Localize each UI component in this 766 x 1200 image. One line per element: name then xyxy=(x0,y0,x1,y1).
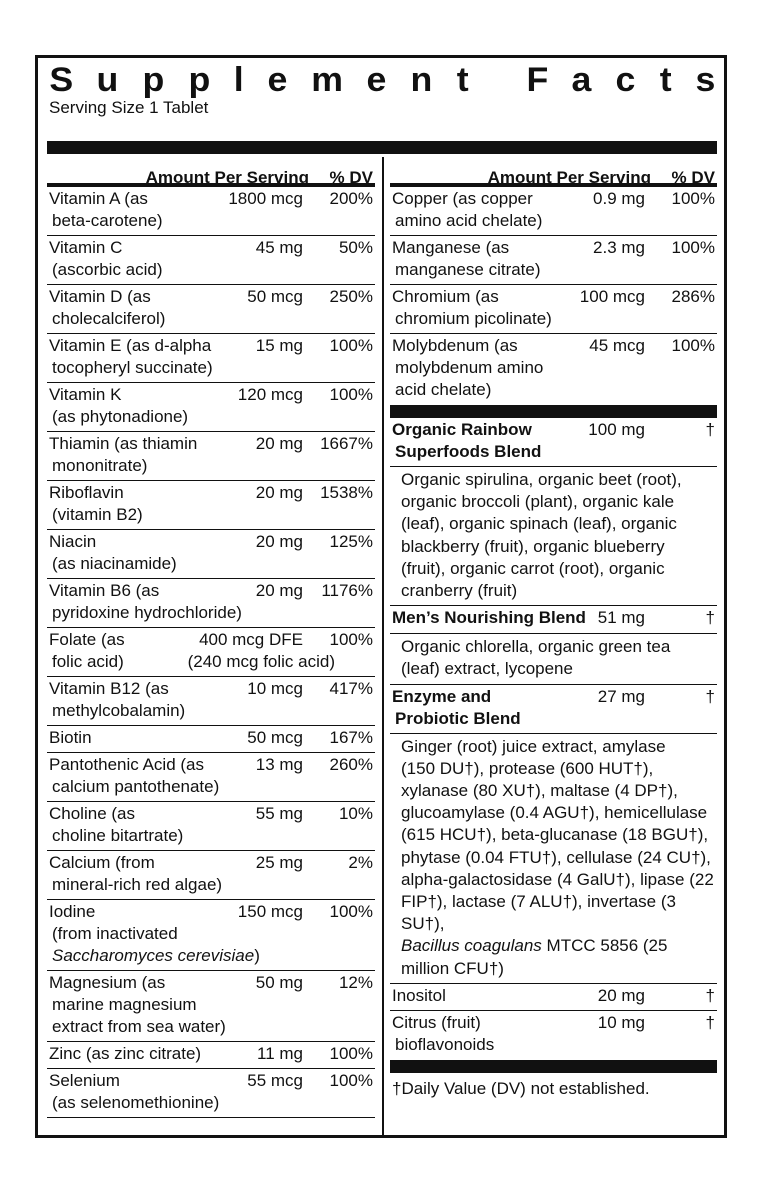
amount-per-serving-header: Amount Per Serving xyxy=(487,168,651,187)
nutrient-name-line: (as phytonadione) xyxy=(52,407,189,426)
nutrient-row xyxy=(47,285,375,334)
nutrient-dv: 10% xyxy=(338,804,373,823)
nutrient-row xyxy=(47,236,375,285)
blend-description xyxy=(390,734,717,984)
nutrient-name xyxy=(49,188,163,232)
nutrient-name-line: Inositol xyxy=(392,985,446,1005)
blend-description-line: FIP†), lactase (7 ALU†), invertase (3 SU†), xyxy=(401,892,676,934)
title-letter: t xyxy=(456,61,469,99)
right-nutrient-list xyxy=(390,187,717,405)
blend-description-line: (615 HCU†), beta-glucanase (18 BGU†), xyxy=(401,825,709,845)
nutrient-name xyxy=(49,433,197,477)
nutrient-dv: 100% xyxy=(329,1071,373,1090)
nutrient-name-line: Zinc (as zinc citrate) xyxy=(49,1044,202,1063)
nutrient-name-line: Choline (as xyxy=(49,804,135,823)
blend-description-line: blackberry (fruit), organic blueberry xyxy=(401,536,665,556)
blend-description xyxy=(390,634,717,684)
nutrient-row xyxy=(47,802,375,851)
nutrient-dv: † xyxy=(705,608,715,628)
dv-header: % DV xyxy=(671,168,715,187)
nutrient-name-line: Niacin xyxy=(49,532,97,551)
title-letter: m xyxy=(311,61,344,99)
nutrient-dv: 417% xyxy=(329,679,373,698)
title-letter: l xyxy=(233,61,244,99)
nutrient-name-line: Vitamin K xyxy=(49,385,122,404)
amount-per-serving-header: Amount Per Serving xyxy=(145,168,309,187)
nutrient-dv: 100% xyxy=(329,902,373,921)
blend-description-line: (150 DU†), protease (600 HUT†), xyxy=(401,758,654,778)
nutrient-row xyxy=(47,900,375,971)
nutrient-dv: 1667% xyxy=(320,434,373,453)
nutrient-dv: 100% xyxy=(671,189,715,208)
nutrient-name-line: acid chelate) xyxy=(395,380,492,399)
nutrient-amount: 0.9 mg xyxy=(593,189,645,208)
blend-description-line: organic broccoli (plant), organic kale xyxy=(401,492,675,512)
blend-description xyxy=(390,467,717,606)
nutrient-row xyxy=(47,579,375,628)
nutrient-name-line: Calcium (from xyxy=(49,853,155,872)
nutrient-name-line: Biotin xyxy=(49,728,92,747)
nutrient-amount: 45 mg xyxy=(255,238,303,257)
blend-description-line: (leaf) extract, lycopene xyxy=(401,659,573,679)
nutrient-name-line: cholecalciferol) xyxy=(52,309,166,328)
nutrient-amount: 10 mg xyxy=(597,1012,645,1032)
nutrient-name-line: tocopheryl succinate) xyxy=(52,358,213,377)
nutrient-name xyxy=(49,531,177,575)
nutrient-row xyxy=(47,481,375,530)
nutrient-name-line: (as niacinamide) xyxy=(52,554,177,573)
nutrient-row xyxy=(47,187,375,236)
nutrient-name-line: Men’s Nourishing Blend xyxy=(392,608,586,628)
nutrient-name-line: molybdenum amino xyxy=(395,358,544,377)
nutrient-amount: 50 mg xyxy=(255,973,303,992)
nutrient-row xyxy=(47,677,375,726)
nutrient-name xyxy=(49,482,143,526)
nutrient-name-line: mononitrate) xyxy=(52,456,148,475)
blend-description-line: Organic spirulina, organic beet (root), xyxy=(401,470,682,489)
nutrient-name xyxy=(392,607,586,629)
nutrient-name xyxy=(49,580,242,624)
nutrient-name-line: Selenium xyxy=(49,1071,120,1090)
nutrient-amount: 55 mg xyxy=(255,804,303,823)
nutrient-name-line: Copper (as copper xyxy=(392,189,533,208)
title-letter: e xyxy=(267,61,288,99)
daily-value-footnote: †Daily Value (DV) not established. xyxy=(392,1078,650,1098)
nutrient-name-line: Pantothenic Acid (as xyxy=(49,755,204,774)
nutrient-row xyxy=(47,851,375,900)
left-column xyxy=(47,157,375,1118)
nutrient-amount: 1800 mcg xyxy=(228,189,303,208)
nutrient-amount: 20 mg xyxy=(255,581,303,600)
panel-title xyxy=(50,62,715,98)
nutrient-row xyxy=(47,628,375,677)
nutrient-row xyxy=(47,726,375,753)
nutrient-dv: 100% xyxy=(329,1044,373,1063)
nutrient-dv: † xyxy=(705,420,715,439)
nutrient-dv: 50% xyxy=(338,238,373,257)
nutrient-name xyxy=(49,754,219,798)
thick-separator-bar xyxy=(390,405,717,418)
nutrient-name-line: chromium picolinate) xyxy=(395,309,552,328)
nutrient-name xyxy=(49,852,222,896)
title-letter: p xyxy=(188,61,210,99)
nutrient-name-line: Enzyme and xyxy=(392,686,492,706)
nutrient-name-line: Probiotic Blend xyxy=(395,708,521,728)
nutrient-name xyxy=(392,686,521,730)
supplement-facts-panel xyxy=(35,55,727,1138)
blend-description-line: xylanase (80 XU†), maltase (4 DP†), xyxy=(401,781,678,801)
nutrient-dv: 200% xyxy=(329,189,373,208)
nutrient-name xyxy=(49,727,92,749)
nutrient-dv: † xyxy=(705,985,715,1005)
nutrient-dv: 100% xyxy=(329,385,373,404)
title-letter: F xyxy=(526,61,549,99)
nutrient-dv: 12% xyxy=(338,973,373,992)
nutrient-dv: 260% xyxy=(329,755,373,774)
nutrient-amount: 50 mcg xyxy=(247,728,303,747)
nutrient-dv: 100% xyxy=(671,238,715,257)
right-column xyxy=(390,157,717,1099)
nutrient-name-line: Vitamin B12 (as xyxy=(49,679,169,698)
nutrient-row xyxy=(390,606,717,634)
nutrient-amount: 50 mcg xyxy=(247,287,303,306)
title-letter: a xyxy=(571,61,592,99)
nutrient-amount: 10 mcg xyxy=(247,679,303,698)
nutrient-name-line: Vitamin A (as xyxy=(49,189,148,208)
nutrient-name-line: Vitamin E (as d-alpha xyxy=(49,336,212,355)
nutrient-name xyxy=(392,286,552,330)
nutrient-name-line: Organic Rainbow xyxy=(392,420,532,439)
nutrient-name xyxy=(49,286,165,330)
nutrient-name-line: Thiamin (as thiamin xyxy=(49,434,198,453)
nutrient-amount: 120 mcg xyxy=(237,385,303,404)
title-letter: e xyxy=(366,61,387,99)
nutrient-row xyxy=(390,236,717,285)
nutrient-name xyxy=(49,678,185,722)
serving-size: Serving Size 1 Tablet xyxy=(49,98,209,117)
title-letter: p xyxy=(142,61,165,99)
nutrient-name xyxy=(49,901,260,967)
nutrient-name xyxy=(392,985,446,1007)
nutrient-amount: 45 mcg xyxy=(589,336,645,355)
title-letter xyxy=(492,62,502,98)
nutrient-amount: 2.3 mg xyxy=(593,238,645,257)
nutrient-name-line: Molybdenum (as xyxy=(392,336,518,355)
nutrient-name-tail: ) xyxy=(254,946,260,965)
nutrient-dv: 1538% xyxy=(320,483,373,502)
blend-description-line: phytase (0.04 FTU†), cellulase (24 CU†), xyxy=(401,847,711,867)
blend-description-line: glucoamylase (0.4 AGU†), hemicellulase xyxy=(401,803,708,823)
blend-description-line xyxy=(401,935,717,957)
nutrient-name-line: bioflavonoids xyxy=(395,1034,495,1054)
blend-description-line: million CFU†) xyxy=(401,958,504,978)
nutrient-name-line: Vitamin C xyxy=(49,238,123,257)
title-letter: s xyxy=(695,61,716,99)
nutrient-amount: 11 mg xyxy=(257,1044,303,1063)
nutrient-name-line: mineral-rich red algae) xyxy=(52,875,223,894)
nutrient-row xyxy=(47,971,375,1042)
blend-description-line: (fruit), organic carrot (root), organic xyxy=(401,558,665,578)
nutrient-name-line: choline bitartrate) xyxy=(52,826,184,845)
nutrient-amount: 20 mg xyxy=(597,985,645,1005)
nutrient-row xyxy=(47,432,375,481)
nutrient-name-line: (as selenomethionine) xyxy=(52,1093,220,1112)
nutrient-name xyxy=(392,188,542,232)
nutrient-name-line: marine magnesium xyxy=(52,995,197,1014)
nutrient-dv: 125% xyxy=(329,532,373,551)
nutrient-name-line xyxy=(49,945,260,967)
nutrient-name-line: manganese citrate) xyxy=(395,260,541,279)
nutrient-name xyxy=(49,384,188,428)
title-letter: c xyxy=(615,61,636,99)
nutrient-name-line: Riboflavin xyxy=(49,483,124,502)
column-divider xyxy=(382,157,384,1137)
nutrient-dv: 2% xyxy=(348,853,373,872)
nutrient-row xyxy=(390,984,717,1011)
blend-description-tail: MTCC 5856 (25 xyxy=(541,936,668,956)
nutrient-name xyxy=(49,237,163,281)
nutrient-name xyxy=(49,1043,201,1065)
nutrient-row xyxy=(47,334,375,383)
other-ingredients-list xyxy=(390,984,717,1060)
nutrient-amount: 400 mcg DFE xyxy=(199,630,303,649)
nutrient-amount: 20 mg xyxy=(255,483,303,502)
nutrient-name-line: Magnesium (as xyxy=(49,973,166,992)
nutrient-row xyxy=(390,1011,717,1060)
title-letter: S xyxy=(49,61,74,99)
nutrient-dv: † xyxy=(705,1012,715,1032)
nutrient-name-line: pyridoxine hydrochloride) xyxy=(52,603,242,622)
nutrient-amount: 20 mg xyxy=(255,532,303,551)
nutrient-name-line: extract from sea water) xyxy=(52,1017,226,1036)
nutrient-name xyxy=(49,629,125,673)
blend-description-line: Ginger (root) juice extract, amylase xyxy=(401,736,666,756)
nutrient-row xyxy=(390,685,717,734)
top-thick-bar xyxy=(47,141,717,154)
nutrient-name-line: Manganese (as xyxy=(392,238,510,257)
nutrient-dv: † xyxy=(705,686,715,706)
nutrient-row xyxy=(47,753,375,802)
nutrient-dv: 250% xyxy=(329,287,373,306)
nutrient-name-line: (from inactivated xyxy=(52,924,178,943)
nutrient-name-line: beta-carotene) xyxy=(52,211,163,230)
nutrient-name-line: Chromium (as xyxy=(392,287,499,306)
nutrient-name xyxy=(392,419,541,463)
title-letter: n xyxy=(410,61,433,99)
nutrient-dv: 1176% xyxy=(321,581,373,600)
nutrient-row xyxy=(47,383,375,432)
nutrient-row xyxy=(47,530,375,579)
title-letter: t xyxy=(659,61,672,99)
nutrient-row xyxy=(47,1069,375,1118)
nutrient-amount: 27 mg xyxy=(597,686,645,706)
nutrient-row xyxy=(390,334,717,405)
nutrient-dv: 100% xyxy=(329,336,373,355)
nutrient-name-line: Superfoods Blend xyxy=(395,442,542,461)
nutrient-amount: 20 mg xyxy=(255,434,303,453)
nutrient-dv: 167% xyxy=(329,728,373,747)
nutrient-amount: 55 mcg xyxy=(247,1071,303,1090)
nutrient-amount: 100 mcg xyxy=(579,287,645,306)
nutrient-name xyxy=(392,335,543,401)
nutrient-name xyxy=(49,803,183,847)
nutrient-name-line: amino acid chelate) xyxy=(395,211,543,230)
nutrient-name xyxy=(49,335,213,379)
right-header xyxy=(390,157,717,187)
nutrient-dv: 100% xyxy=(329,630,373,649)
nutrient-name-line: (vitamin B2) xyxy=(52,505,143,524)
thick-separator-bar xyxy=(390,1060,717,1073)
nutrient-name xyxy=(49,972,226,1038)
nutrient-name-line: Folate (as xyxy=(49,630,125,649)
blend-description-line: alpha-galactosidase (4 GalU†), lipase (22 xyxy=(401,869,714,889)
nutrient-amount: 15 mg xyxy=(255,336,303,355)
nutrient-name-line: Citrus (fruit) xyxy=(392,1012,481,1032)
nutrient-row xyxy=(390,418,717,467)
nutrient-name xyxy=(392,237,541,281)
nutrient-amount-secondary: (240 mcg folic acid) xyxy=(187,652,335,671)
blend-list xyxy=(390,418,717,984)
nutrient-dv: 286% xyxy=(671,287,715,306)
nutrient-name-line: (ascorbic acid) xyxy=(52,260,163,279)
nutrient-amount: 150 mcg xyxy=(237,902,303,921)
nutrient-name-line: methylcobalamin) xyxy=(52,701,186,720)
nutrient-amount: 13 mg xyxy=(255,755,303,774)
nutrient-name-italic: Saccharomyces cerevisiae xyxy=(52,946,255,965)
nutrient-amount: 100 mg xyxy=(588,420,645,439)
nutrient-amount: 25 mg xyxy=(255,853,303,872)
left-nutrient-list xyxy=(47,187,375,1118)
nutrient-name xyxy=(392,1012,494,1056)
nutrient-name-line: folic acid) xyxy=(52,652,124,671)
nutrient-row xyxy=(390,285,717,334)
title-letter: u xyxy=(96,61,119,99)
left-header xyxy=(47,157,375,187)
nutrient-name xyxy=(49,1070,219,1114)
nutrient-amount: 51 mg xyxy=(597,608,645,628)
nutrient-dv: 100% xyxy=(671,336,715,355)
nutrient-name-line: calcium pantothenate) xyxy=(52,777,220,796)
blend-description-line: (leaf), organic spinach (leaf), organic xyxy=(401,514,677,534)
nutrient-name-line: Iodine xyxy=(49,902,96,921)
dv-header: % DV xyxy=(329,168,373,187)
blend-description-line: cranberry (fruit) xyxy=(401,581,518,601)
nutrient-row xyxy=(390,187,717,236)
nutrient-name-line: Vitamin D (as xyxy=(49,287,151,306)
nutrient-name-line: Vitamin B6 (as xyxy=(49,581,160,600)
nutrient-row xyxy=(47,1042,375,1069)
blend-description-italic: Bacillus coagulans xyxy=(401,936,542,956)
blend-description-line: Organic chlorella, organic green tea xyxy=(401,637,671,657)
